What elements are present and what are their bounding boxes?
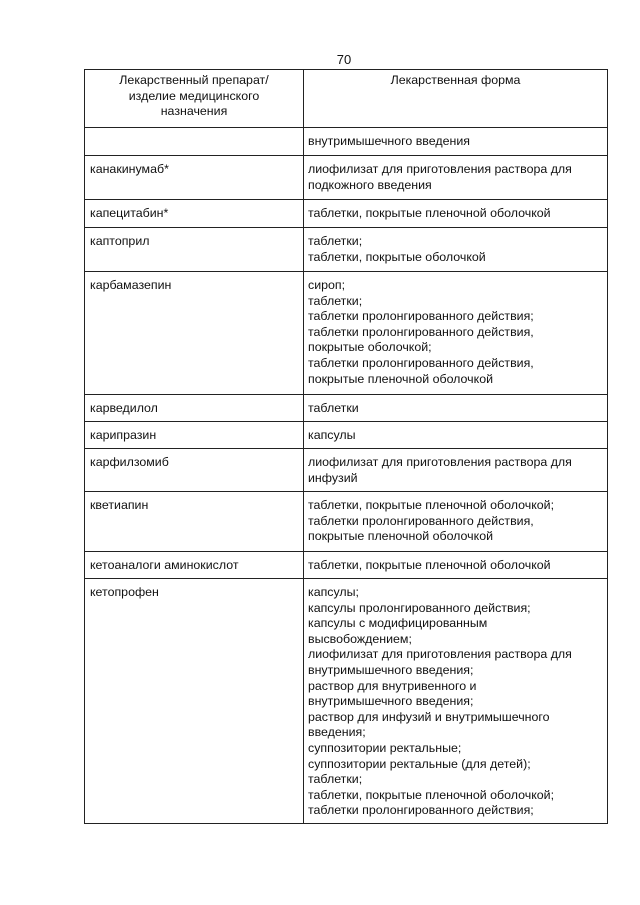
dosage-form-line: таблетки пролонгированного действия, bbox=[308, 355, 534, 370]
column-header-form-text: Лекарственная форма bbox=[390, 73, 521, 87]
dosage-form-line: покрытые пленочной оболочкой bbox=[308, 529, 493, 544]
table-row bbox=[85, 449, 608, 492]
dosage-form-line: раствор для инфузий и внутримышечного bbox=[308, 709, 550, 724]
dosage-form-cell bbox=[304, 156, 608, 200]
drug-name-cell: карведилол bbox=[85, 395, 304, 422]
dosage-form-line: таблетки пролонгированного действия; bbox=[308, 309, 534, 324]
table-row bbox=[85, 272, 608, 395]
dosage-form-cell bbox=[304, 492, 608, 552]
dosage-form-line: капсулы с модифицированным bbox=[308, 616, 488, 631]
dosage-form-cell bbox=[304, 449, 608, 492]
dosage-form-line: таблетки, покрытые пленочной оболочкой bbox=[308, 558, 551, 572]
dosage-form-cell bbox=[304, 228, 608, 272]
column-header-drug-text: Лекарственный препарат/ изделие медицинского назначения bbox=[119, 73, 269, 119]
table-header-row bbox=[85, 70, 608, 128]
dosage-form-cell bbox=[304, 128, 608, 156]
drug-name-cell: кветиапин bbox=[85, 492, 304, 552]
dosage-form-cell bbox=[304, 422, 608, 449]
drug-name-cell: карбамазепин bbox=[85, 272, 304, 395]
dosage-form-line: инфузий bbox=[308, 470, 358, 485]
drug-name-cell: капецитабин* bbox=[85, 200, 304, 228]
column-header-form bbox=[304, 70, 608, 128]
dosage-form-line: таблетки; bbox=[308, 772, 363, 787]
dosage-form-line: внутримышечного введения bbox=[308, 134, 470, 148]
drug-name-cell bbox=[85, 128, 304, 156]
dosage-form-line: таблетки, покрытые пленочной оболочкой; bbox=[308, 498, 555, 512]
dosage-form-line: таблетки bbox=[308, 401, 359, 415]
table-body bbox=[85, 128, 608, 824]
column-header-drug bbox=[85, 70, 304, 128]
drug-name-cell: канакинумаб* bbox=[85, 156, 304, 200]
table-row bbox=[85, 395, 608, 422]
dosage-form-line: внутримышечного введения; bbox=[308, 662, 474, 677]
table-row bbox=[85, 128, 608, 156]
table-row bbox=[85, 492, 608, 552]
dosage-form-line: лиофилизат для приготовления раствора для bbox=[308, 455, 572, 469]
dosage-form-line: капсулы пролонгированного действия; bbox=[308, 600, 531, 615]
drug-table bbox=[84, 69, 608, 824]
dosage-form-line: таблетки; bbox=[308, 293, 363, 308]
table-row bbox=[85, 200, 608, 228]
table-row bbox=[85, 552, 608, 579]
drug-name-cell: кетопрофен bbox=[85, 579, 304, 824]
dosage-form-line: капсулы bbox=[308, 428, 356, 442]
dosage-form-cell bbox=[304, 272, 608, 395]
table-row bbox=[85, 228, 608, 272]
dosage-form-line: таблетки пролонгированного действия, bbox=[308, 324, 534, 339]
dosage-form-line: таблетки, покрытые пленочной оболочкой bbox=[308, 206, 551, 220]
drug-name-cell: карипразин bbox=[85, 422, 304, 449]
dosage-form-line: лиофилизат для приготовления раствора для bbox=[308, 647, 572, 662]
page-number: 70 bbox=[336, 52, 352, 67]
table-row bbox=[85, 579, 608, 824]
dosage-form-line: капсулы; bbox=[308, 585, 359, 599]
dosage-form-line: покрытые оболочкой; bbox=[308, 340, 432, 355]
dosage-form-cell bbox=[304, 552, 608, 579]
drug-name-cell: каптоприл bbox=[85, 228, 304, 272]
dosage-form-cell bbox=[304, 395, 608, 422]
table-row bbox=[85, 422, 608, 449]
drug-name-cell: кетоаналоги аминокислот bbox=[85, 552, 304, 579]
dosage-form-line: таблетки, покрытые оболочкой bbox=[308, 249, 486, 264]
drug-name-cell: карфилзомиб bbox=[85, 449, 304, 492]
dosage-form-line: таблетки; bbox=[308, 234, 363, 248]
dosage-form-line: покрытые пленочной оболочкой bbox=[308, 371, 493, 386]
dosage-form-line: раствор для внутривенного и bbox=[308, 678, 477, 693]
dosage-form-line: таблетки пролонгированного действия, bbox=[308, 513, 534, 528]
dosage-form-line: введения; bbox=[308, 725, 366, 740]
dosage-form-line: суппозитории ректальные; bbox=[308, 740, 462, 755]
dosage-form-cell bbox=[304, 200, 608, 228]
dosage-form-line: таблетки пролонгированного действия; bbox=[308, 803, 534, 818]
dosage-form-line: высвобождением; bbox=[308, 631, 412, 646]
dosage-form-line: сироп; bbox=[308, 278, 346, 292]
dosage-form-line: таблетки, покрытые пленочной оболочкой; bbox=[308, 787, 555, 802]
dosage-form-line: суппозитории ректальные (для детей); bbox=[308, 756, 531, 771]
dosage-form-cell bbox=[304, 579, 608, 824]
table-row bbox=[85, 156, 608, 200]
dosage-form-line: внутримышечного введения; bbox=[308, 694, 474, 709]
dosage-form-line: лиофилизат для приготовления раствора для bbox=[308, 162, 572, 176]
dosage-form-line: подкожного введения bbox=[308, 177, 432, 192]
